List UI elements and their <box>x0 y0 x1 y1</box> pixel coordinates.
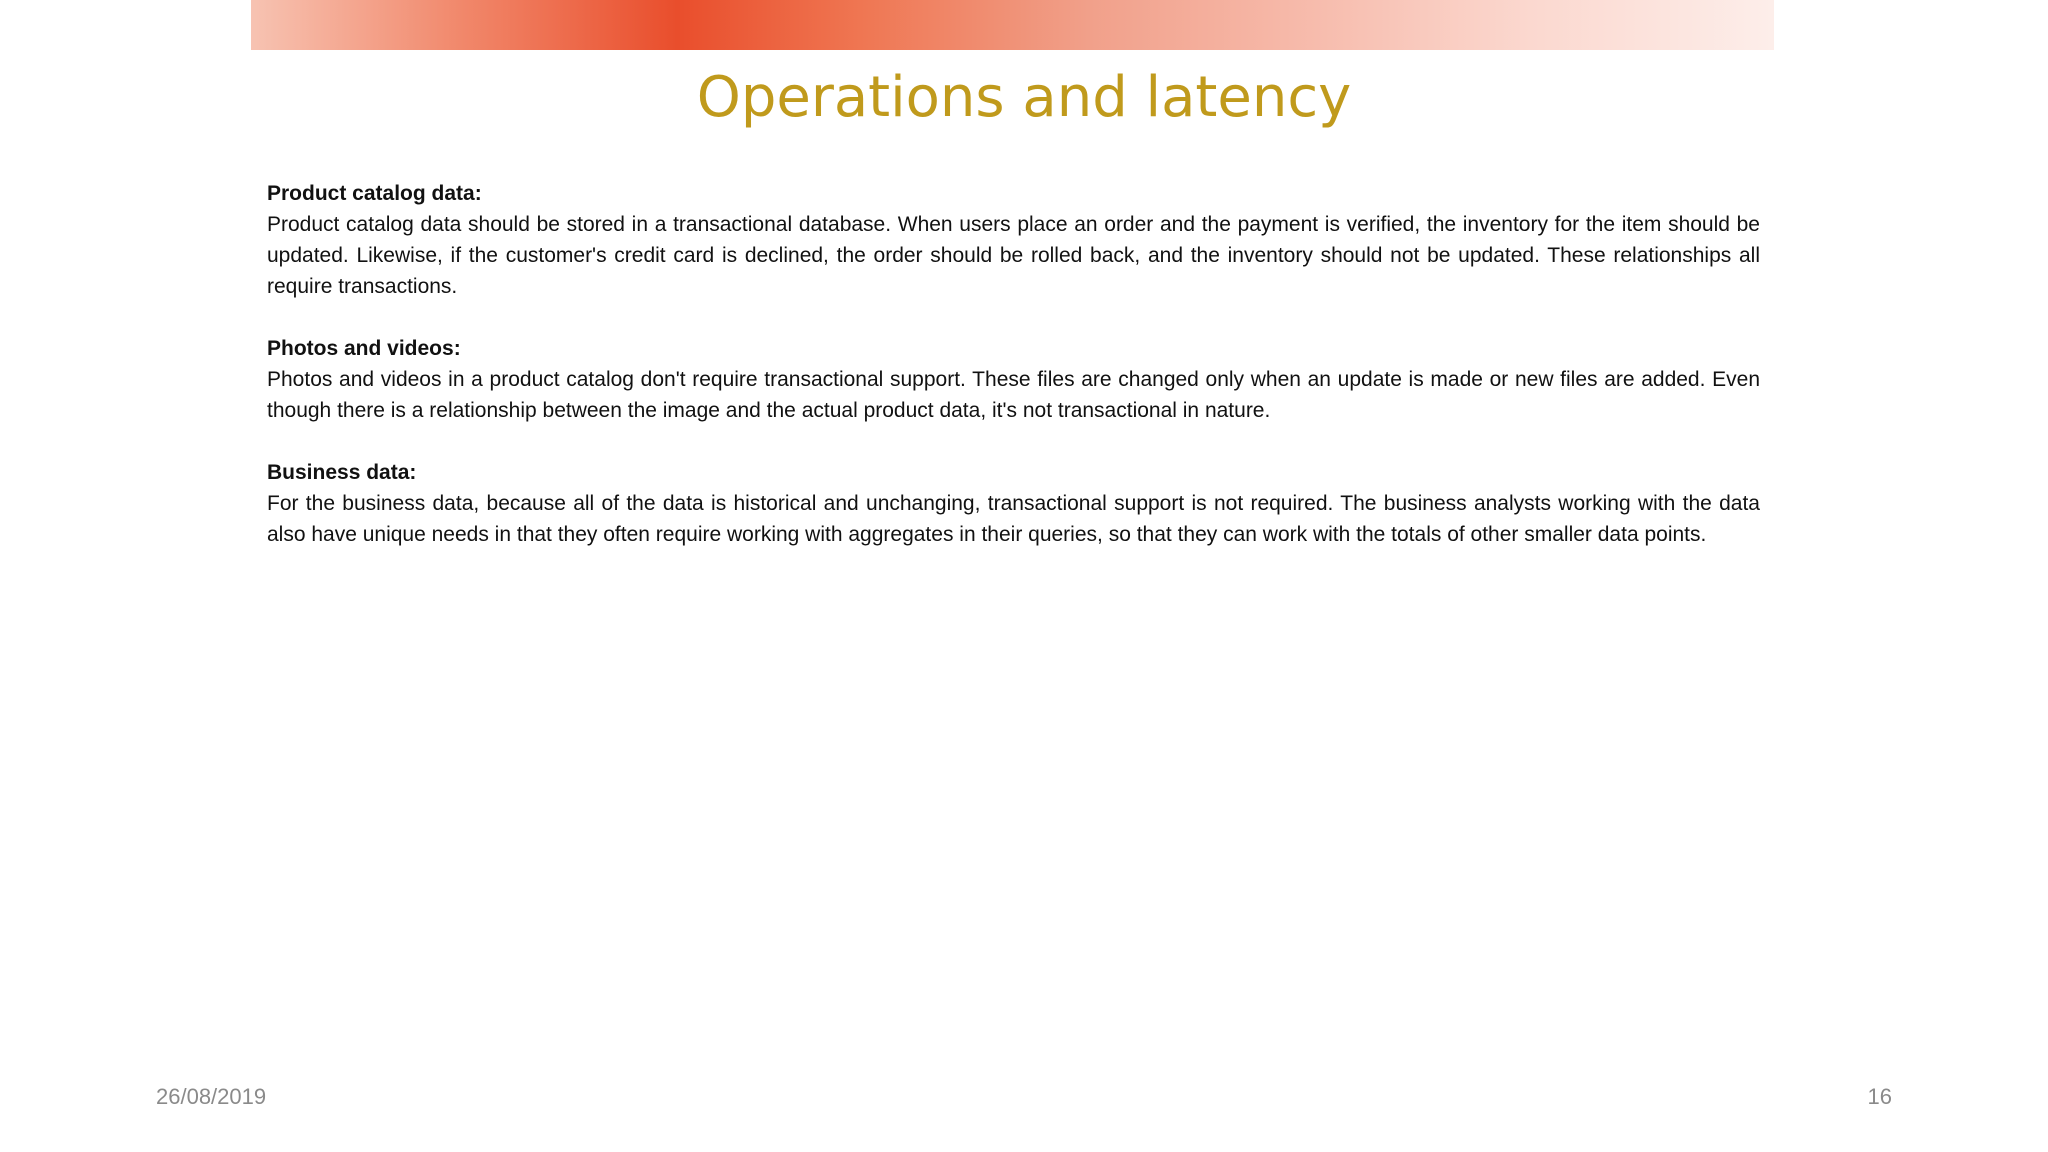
footer-date: 26/08/2019 <box>156 1084 267 1109</box>
accent-gradient-band <box>251 0 1774 50</box>
section-business-data <box>267 457 1760 550</box>
section-body: Photos and videos in a product catalog don't require transactional support. These files are changed only when an update is made or new files are added. Even though there is a relationship between the image and the actual product data, it's not transactional in nature. <box>267 368 1760 422</box>
slide-content <box>267 178 1760 581</box>
slide-title: Operations and latency <box>696 65 1352 130</box>
section-heading: Photos and videos: <box>267 337 461 360</box>
section-heading: Product catalog data: <box>267 182 482 205</box>
section-product-catalog <box>267 178 1760 302</box>
section-body: Product catalog data should be stored in a transactional database. When users place an order and the payment is verified, the inventory for the item should be updated. Likewise, if the customer's credit card is declined, the order should be rolled back, and the inventory should not be updated. These relationships all require transactions. <box>267 213 1760 298</box>
footer-page-number: 16 <box>1867 1084 1892 1109</box>
section-heading: Business data: <box>267 461 417 484</box>
section-body: For the business data, because all of the data is historical and unchanging, transactional support is not required. The business analysts working with the data also have unique needs in that they often require working with aggregates in their queries, so that they can work with the totals of other smaller data points. <box>267 492 1760 546</box>
section-photos-videos <box>267 333 1760 426</box>
